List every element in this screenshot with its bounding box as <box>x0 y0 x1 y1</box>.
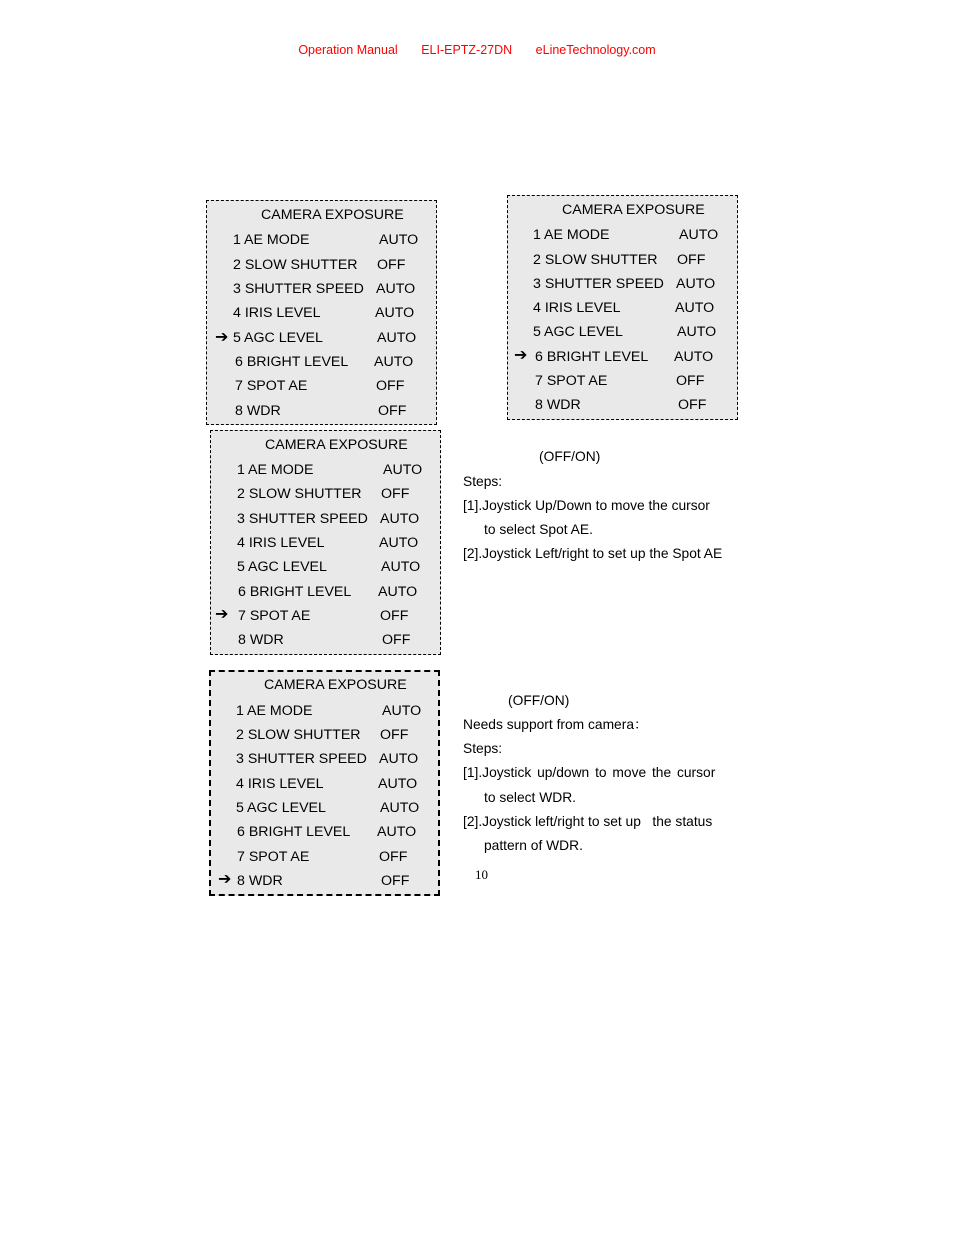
wdr-step-2-continued: pattern of WDR. <box>484 838 583 853</box>
wdr-support-note: Needs support from camera： <box>463 717 648 732</box>
header-website: eLineTechnology.com <box>535 43 656 57</box>
header-title: Operation Manual <box>298 43 398 57</box>
menu-title: CAMERA EXPOSURE <box>261 207 404 223</box>
page-number: 10 <box>475 867 488 882</box>
camera-exposure-menu-2: CAMERA EXPOSURE ➔ 1 AE MODE AUTO 2 SLOW SHUTTER OFF 3 SHUTTER SPEED AUTO 4 IRIS LEVEL AUTO 5 AGC LEVEL AUTO 6 BRIGHT LEVEL AUTO 7 SPOT AE OFF 8 WDR OFF <box>507 195 738 420</box>
spot-ae-step-2: [2].Joystick Left/right to set up the Spot AE <box>463 546 723 561</box>
cursor-arrow-icon: ➔ <box>215 329 229 346</box>
cursor-arrow-icon: ➔ <box>215 606 229 623</box>
spot-ae-step-1-continued: to select Spot AE. <box>484 522 593 537</box>
menu-title: CAMERA EXPOSURE <box>264 677 407 693</box>
wdr-steps-label: Steps: <box>463 741 503 756</box>
spot-ae-step-1: [1].Joystick Up/Down to move the cursor <box>463 498 710 513</box>
page-header <box>0 43 954 57</box>
camera-exposure-menu-1: CAMERA EXPOSURE ➔ 1 AE MODE AUTO 2 SLOW SHUTTER OFF 3 SHUTTER SPEED AUTO 4 IRIS LEVEL AUTO 5 AGC LEVEL AUTO 6 BRIGHT LEVEL AUTO 7 SPOT AE OFF 8 WDR OFF <box>206 200 437 425</box>
menu-title: CAMERA EXPOSURE <box>562 202 705 218</box>
header-model: ELI-EPTZ-27DN <box>421 43 513 57</box>
wdr-options: (OFF/ON) <box>508 693 570 708</box>
camera-exposure-menu-3: CAMERA EXPOSURE ➔ 1 AE MODE AUTO 2 SLOW SHUTTER OFF 3 SHUTTER SPEED AUTO 4 IRIS LEVEL AUTO 5 AGC LEVEL AUTO 6 BRIGHT LEVEL AUTO 7 SPOT AE OFF 8 WDR OFF <box>210 430 441 655</box>
menu-title: CAMERA EXPOSURE <box>265 437 408 453</box>
cursor-arrow-icon: ➔ <box>514 347 528 364</box>
spot-ae-steps-label: Steps: <box>463 474 503 489</box>
wdr-step-1-continued: to select WDR. <box>484 790 576 805</box>
wdr-step-1: [1].Joystick up/down to move the cursor <box>463 765 716 780</box>
camera-exposure-menu-4: CAMERA EXPOSURE ➔ 1 AE MODE AUTO 2 SLOW SHUTTER OFF 3 SHUTTER SPEED AUTO 4 IRIS LEVEL AUTO 5 AGC LEVEL AUTO 6 BRIGHT LEVEL AUTO 7 SPOT AE OFF 8 WDR OFF <box>209 670 440 896</box>
spot-ae-options: (OFF/ON) <box>539 449 601 464</box>
cursor-arrow-icon: ➔ <box>218 871 232 888</box>
wdr-step-2: [2].Joystick left/right to set up the status <box>463 814 713 829</box>
